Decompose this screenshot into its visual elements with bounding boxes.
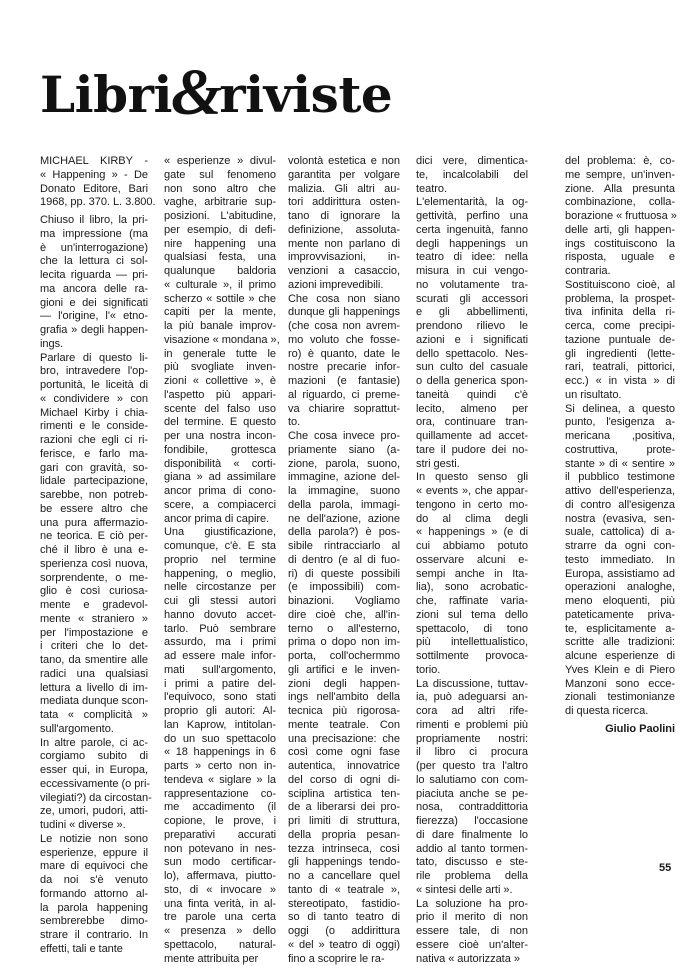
text-line: la più banale improv- (164, 320, 276, 334)
text-line: di questa ricerca. (565, 705, 675, 719)
text-line: gli happenings tendo- (288, 856, 400, 870)
text-line: parts » certo non in- (164, 760, 276, 774)
text-line: La discussione, tuttav- (416, 678, 528, 692)
text-line: Donato Editore, Bari (40, 183, 148, 197)
text-line: (che cosa non avrem- (288, 320, 400, 334)
text-line: tare il pudore dei no- (416, 444, 528, 458)
text-line: Europa, assistiamo ad (565, 568, 675, 582)
text-line: non sono altro che (164, 183, 276, 197)
text-column-1 (40, 155, 148, 957)
text-line: degli happenings un (416, 238, 528, 252)
text-line: borazione « fruttuosa » (565, 210, 675, 224)
text-line: Parlare di questo li- (40, 352, 148, 366)
text-line: qualunque baldoria (164, 265, 276, 279)
text-line: spettacolo, natural- (164, 939, 276, 953)
text-line: un risultato. (565, 389, 675, 403)
text-line: i criteri che lo det- (40, 640, 148, 654)
text-line: capiti per la mente, (164, 306, 276, 320)
text-line: ancor prima di capire. (164, 513, 276, 527)
text-line: Sostituiscono cioè, al (565, 279, 675, 293)
text-line: dici vere, dimentica- (416, 155, 528, 169)
text-line: sorprendente, o me- (40, 572, 148, 586)
text-line: « presenza » dello (164, 925, 276, 939)
masthead-word-libri: Libri (40, 70, 172, 120)
text-line: tezza intrinseca, così (288, 843, 400, 857)
text-line: ings nell'ambito della (288, 691, 400, 705)
text-line: il pubblico testimone (565, 471, 675, 485)
text-line: to. (288, 416, 400, 430)
text-line: azioni e i significati (416, 334, 528, 348)
text-line: stante » di « sentire » (565, 458, 675, 472)
text-line: al riguardo, ci preme- (288, 389, 400, 403)
text-line: scritte alle tradizioni: (565, 636, 675, 650)
text-line: disponibilità « corti- (164, 458, 276, 472)
text-line: piaciuta anche se pe- (416, 788, 528, 802)
text-line: sembrerebbe dimo- (40, 915, 148, 929)
text-line: risposta, uguale e (565, 251, 675, 265)
text-line: da noi s'è venuto (40, 874, 148, 888)
text-line: rimenti e le conside- (40, 420, 148, 434)
text-line: prio il merito di non (416, 911, 528, 925)
text-line: una pura affermazio- (40, 517, 148, 531)
text-line: ancor prima di cono- (164, 485, 276, 499)
text-line: « del » teatro di oggi) (288, 939, 400, 953)
text-line: Manzoni sono ecce- (565, 678, 675, 692)
text-line: dire cioè che, all'in- (288, 609, 400, 623)
text-line: autentica, innovatrice (288, 760, 400, 774)
text-line: sun culto del casuale (416, 361, 528, 375)
text-line: mente e gradevol- (40, 599, 148, 613)
text-line: combinazione, colla- (565, 196, 675, 210)
text-line: mente « straniero » (40, 613, 148, 627)
text-line: spettacolo, di tono (416, 623, 528, 637)
text-line: — l'origine, l'« etno- (40, 310, 148, 324)
text-line: definizione, assoluta- (288, 224, 400, 238)
text-line: tata « complicità » (40, 709, 148, 723)
text-line: ora, continuare tran- (416, 416, 528, 430)
text-line: ecc.) « in vista » di (565, 375, 675, 389)
text-line: improvvisazioni, in- (288, 251, 400, 265)
text-line: suale, cattolica) di a- (565, 526, 675, 540)
text-line: gate sul fenomeno (164, 169, 276, 183)
text-line: zionali testimonianze (565, 691, 675, 705)
text-line: cora ad altri rife- (416, 705, 528, 719)
text-line: scurati gli accessori (416, 293, 528, 307)
text-line: pateticamente priva- (565, 609, 675, 623)
text-line: proprio nel termine (164, 554, 276, 568)
text-line: rimenti e problemi più (416, 719, 528, 733)
text-line: grafia » degli happen- (40, 324, 148, 338)
text-line: quillamente ad accet- (416, 430, 528, 444)
text-line: immagine, azione del- (288, 471, 400, 485)
text-line: gari con gravità, so- (40, 462, 148, 476)
text-line: comunque, c'è. E sta (164, 540, 276, 554)
text-line: nire happening una (164, 238, 276, 252)
text-line: tarlo. Può sembrare (164, 623, 276, 637)
text-line: visazione « mondana », (164, 334, 276, 348)
text-line: attivo dell'esperienza, (565, 485, 675, 499)
text-line: sperienza così nuova, (40, 558, 148, 572)
text-line: zioni « collettive », è (164, 375, 276, 389)
text-line: sto, di « invocare » (164, 884, 276, 898)
text-line: per una nostra incon- (164, 430, 276, 444)
text-line: esperienze, eppure il (40, 847, 148, 861)
text-line: malizia. Gli altri au- (288, 183, 400, 197)
text-line: lo), affermava, piutto- (164, 870, 276, 884)
text-line: tato, discusso e ste- (416, 856, 528, 870)
text-line: tano di ignorare la (288, 210, 400, 224)
text-line: cui gli stessi autori (164, 595, 276, 609)
text-line: più svogliate inven- (164, 361, 276, 375)
text-line: scere, a compiacerci (164, 499, 276, 513)
text-line: tiva infinita della ri- (565, 306, 675, 320)
text-line: la parola happening (40, 902, 148, 916)
text-line: be essere altro che (40, 503, 148, 517)
text-line: « sintesi delle arti ». (416, 884, 528, 898)
text-line: in generale tutte le (164, 348, 276, 362)
text-line: strarre da ogni con- (565, 540, 675, 554)
text-line: prendono rilievo le (416, 320, 528, 334)
text-line: essere cioè un'alter- (416, 939, 528, 953)
text-line: essere tale, di non (416, 925, 528, 939)
text-line: terno o all'esterno, (288, 623, 400, 637)
text-line: sciplina artistica ten- (288, 788, 400, 802)
text-line: tudini « diverse ». (40, 819, 148, 833)
text-line: ad essere male infor- (164, 650, 276, 664)
text-line: e gli abbellimenti, (416, 306, 528, 320)
text-line: ia, può adeguarsi an- (416, 691, 528, 705)
text-line: « 18 happenings in 6 (164, 746, 276, 760)
text-line: della parola, immagi- (288, 499, 400, 513)
text-line: fino a scoprire le ra- (288, 953, 400, 966)
text-line: razioni che egli ci ri- (40, 434, 148, 448)
text-line: In questo senso gli (416, 471, 528, 485)
text-line: zioni sul tema dello (416, 609, 528, 623)
text-line: mediata dunque scon- (40, 695, 148, 709)
text-line: delle arti, gli happen- (565, 224, 675, 238)
text-line: ma impressione (ma (40, 228, 148, 242)
text-line: lettura a livello di im- (40, 682, 148, 696)
text-column-2 (164, 155, 276, 966)
text-line: so di tanto teatro di (288, 911, 400, 925)
text-line: tazione puntuale de- (565, 334, 675, 348)
text-line: oggi (o addirittura (288, 925, 400, 939)
text-line: te, esplicitamente a- (565, 623, 675, 637)
text-line: di dare finalmente lo (416, 829, 528, 843)
text-line: « Happening » - De (40, 169, 148, 183)
text-line: punto, l'esigenza a- (565, 416, 675, 430)
text-line: nostra (evasiva, sen- (565, 513, 675, 527)
page-number: 55 (659, 862, 671, 874)
text-line: « events », che appar- (416, 485, 528, 499)
text-line: strare il contrario. In (40, 929, 148, 943)
text-line: mente attribuita per (164, 953, 276, 966)
text-line: va chiarire soprattut- (288, 403, 400, 417)
text-line: mente non parlano di (288, 238, 400, 252)
text-line: « esperienze » divul- (164, 155, 276, 169)
text-line: testo immediato. In (565, 554, 675, 568)
text-line: porta, coll'ochermmo (288, 650, 400, 664)
text-line: di contro all'esigenza (565, 499, 675, 513)
text-line: del termine. E questo (164, 416, 276, 430)
text-line: scente del falso uso (164, 403, 276, 417)
text-line: MICHAEL KIRBY - (40, 155, 148, 169)
text-line: nosa, contraddittoria (416, 801, 528, 815)
text-line: tanto di « teatrale », (288, 884, 400, 898)
text-line: rile problema della (416, 870, 528, 884)
text-line: Le notizie non sono (40, 833, 148, 847)
text-line: cerca, come precipi- (565, 320, 675, 334)
text-line: effetti, tali e tante (40, 943, 148, 957)
text-line: « culturale », il primo (164, 279, 276, 293)
masthead-word-riviste: riviste (219, 70, 392, 120)
text-line: azioni imprevedibili. (288, 279, 400, 293)
text-line: « happenings » (e di (416, 526, 528, 540)
text-line: una finta verità, in al- (164, 898, 276, 912)
text-line: contraria. (565, 265, 675, 279)
text-line: Che cosa non siano (288, 293, 400, 307)
text-line: sottilmente provoca- (416, 650, 528, 664)
text-line: me sempre, un'inven- (565, 169, 675, 183)
text-line: gli artifici e le inven- (288, 664, 400, 678)
text-line: mazioni (e fantasie) (288, 375, 400, 389)
text-line: fondibile, grottesca (164, 444, 276, 458)
text-line: assurdo, ma i primi (164, 636, 276, 650)
text-line: gettività, perfino una (416, 210, 528, 224)
text-line: certa ingenuità, fanno (416, 224, 528, 238)
text-line: La soluzione ha pro- (416, 898, 528, 912)
text-line: meno eloquenti, più (565, 595, 675, 609)
text-line: della propria pesan- (288, 829, 400, 843)
text-line: zione. Alla presunta (565, 183, 675, 197)
text-line: gioni e dei significati (40, 297, 148, 311)
text-line: nelle circostanze per (164, 581, 276, 595)
text-column-4 (416, 155, 528, 966)
text-line: Si delinea, a questo (565, 403, 675, 417)
text-line: mati sull'argomento, (164, 664, 276, 678)
text-line: happening, o meglio, (164, 568, 276, 582)
text-line: fierezza) l'occasione (416, 815, 528, 829)
text-line: lidale partecipazione, (40, 475, 148, 489)
text-line: teatro. (416, 183, 528, 197)
text-line: di dentro (e al di fuo- (288, 554, 400, 568)
text-line: ne teorica. E ciò per- (40, 530, 148, 544)
text-line: taneità quindi c'è (416, 389, 528, 403)
text-line: Che cosa invece pro- (288, 430, 400, 444)
text-line: una precisazione: che (288, 733, 400, 747)
text-line: qualsiasi festa, una (164, 251, 276, 265)
text-line: dello spettacolo. Nes- (416, 348, 528, 362)
text-line: stri gesti. (416, 458, 528, 472)
text-line: sibile rintracciarlo al (288, 540, 400, 554)
text-line: Chiuso il libro, la pri- (40, 214, 148, 228)
text-line: vilegiati?) da circostan- (40, 792, 148, 806)
text-line: l'aspetto più appari- (164, 389, 276, 403)
author-signature: Giulio Paolini (565, 723, 675, 737)
text-line: propriamente nostri: (416, 733, 528, 747)
text-line: L'elementarità, la og- (416, 196, 528, 210)
text-line: lecito, almeno per (416, 403, 528, 417)
text-line: ma ancora delle ra- (40, 283, 148, 297)
text-line: me accadimento (il (164, 801, 276, 815)
text-line: non potevano in nes- (164, 843, 276, 857)
text-line: ings costituiscono la (565, 238, 675, 252)
text-line: prima o dopo non im- (288, 636, 400, 650)
text-line: lecita riguarda — pri- (40, 269, 148, 283)
text-line: alcune esperienze di (565, 650, 675, 664)
text-line: sarebbe, non potreb- (40, 489, 148, 503)
text-line: rari, teatrali, pittorici, (565, 361, 675, 375)
text-line: 1968, pp. 370. L. 3.800. (40, 196, 148, 210)
text-line: Michael Kirby i chia- (40, 407, 148, 421)
text-line: del corso di ogni di- (288, 774, 400, 788)
text-line: ro) è quanto, date le (288, 348, 400, 362)
text-line: radici una qualsiasi (40, 668, 148, 682)
text-line: cui abbiamo potuto (416, 540, 528, 554)
text-column-3 (288, 155, 400, 966)
text-line: tori addirittura osten- (288, 196, 400, 210)
text-column-5 (565, 155, 675, 737)
text-line: preparativi accurati (164, 829, 276, 843)
text-line: Yves Klein e di Piero (565, 664, 675, 678)
text-line: i primi a patire del- (164, 678, 276, 692)
text-line: volontà estetica e non (288, 155, 400, 169)
text-line: rappresentazione co- (164, 788, 276, 802)
text-line: priamente siano (a- (288, 444, 400, 458)
text-line: osservare alcuni e- (416, 554, 528, 568)
text-line: de a liberarsi dei pro- (288, 801, 400, 815)
text-line: teatro di idee: nella (416, 251, 528, 265)
text-line: In altre parole, ci ac- (40, 737, 148, 751)
text-line: corgiamo subito di (40, 750, 148, 764)
text-line: giana » ad assimilare (164, 471, 276, 485)
text-line: ings. (40, 338, 148, 352)
text-line: ne dell'azione, azione (288, 513, 400, 527)
text-line: della parola?) è pos- (288, 526, 400, 540)
text-line: del problema: è, co- (565, 155, 675, 169)
text-line: problema, la prospet- (565, 293, 675, 307)
text-line: costruttiva, prote- (565, 444, 675, 458)
text-line: venzioni a casaccio, (288, 265, 400, 279)
text-line: ferisce, e farlo ma- (40, 448, 148, 462)
text-line: tecnica più rigorosa- (288, 705, 400, 719)
text-line: « condividere » con (40, 393, 148, 407)
text-line: stereotipato, fastidio- (288, 898, 400, 912)
text-line: garantita per volgare (288, 169, 400, 183)
text-line: portunità, le liceità di (40, 379, 148, 393)
text-line: scherzo « sottile » che (164, 293, 276, 307)
text-line: nativa « autorizzata » (416, 953, 528, 966)
text-line: binazioni. Vogliamo (288, 595, 400, 609)
text-line: che, raffinate varia- (416, 595, 528, 609)
text-line: la immagine, suono (288, 485, 400, 499)
text-line: eccessivamente (o pri- (40, 778, 148, 792)
text-line: te, incalcolabili del (416, 169, 528, 183)
text-line: formando attorno al- (40, 888, 148, 902)
text-line: ri) di queste possibili (288, 568, 400, 582)
text-line: ché il libro è una e- (40, 544, 148, 558)
text-line: mare di equivoci che (40, 860, 148, 874)
text-line: do un suo spettacolo (164, 733, 276, 747)
text-line: operazioni analoghe, (565, 581, 675, 595)
text-line: più intellettualistico, (416, 636, 528, 650)
text-line: vaghe, arbitrarie sup- (164, 196, 276, 210)
text-line: addio al tanto tormen- (416, 843, 528, 857)
text-line: lo salutiamo con com- (416, 774, 528, 788)
text-line: o della generica spon- (416, 375, 528, 389)
text-line: no volutamente tra- (416, 279, 528, 293)
text-line: copione, le prove, i (164, 815, 276, 829)
text-line: nostre precarie infor- (288, 361, 400, 375)
text-line: misura in cui vengo- (416, 265, 528, 279)
text-line: hanno dovuto accet- (164, 609, 276, 623)
text-line: sun modo certificar- (164, 856, 276, 870)
text-line: è un'interrogazione) (40, 242, 148, 256)
text-line: (e impossibili) com- (288, 581, 400, 595)
masthead-ampersand: & (171, 66, 222, 120)
text-line: tano, da smentire alle (40, 654, 148, 668)
text-line: per l'impostazione e (40, 627, 148, 641)
text-line: torio. (416, 664, 528, 678)
text-line: gli ingredienti (lette- (565, 348, 675, 362)
text-line: sull'argomento. (40, 723, 148, 737)
text-line: lia), sono acrobatic- (416, 581, 528, 595)
text-line: esser qui, in Europa, (40, 764, 148, 778)
text-line: no a cancellare quel (288, 870, 400, 884)
text-line: posizioni. L'abitudine, (164, 210, 276, 224)
text-line: tre parole una certa (164, 911, 276, 925)
text-line: sempi anche in Ita- (416, 568, 528, 582)
section-masthead (40, 66, 392, 120)
text-line: mericana ,positiva, (565, 430, 675, 444)
text-line: l'equivoco, sono stati (164, 691, 276, 705)
text-line: glio è così curiosa- (40, 585, 148, 599)
text-line: zioni degli happen- (288, 678, 400, 692)
text-line: proprio gli autori: Al- (164, 705, 276, 719)
text-line: dunque gli happenings (288, 306, 400, 320)
text-line: mo voluto che fosse- (288, 334, 400, 348)
text-line: do al clima degli (416, 513, 528, 527)
text-line: per esempio, di defi- (164, 224, 276, 238)
text-line: Una giustificazione, (164, 526, 276, 540)
text-line: bro, intravedere l'op- (40, 365, 148, 379)
text-line: pri limiti di struttura, (288, 815, 400, 829)
text-line: ze, umori, pudori, atti- (40, 805, 148, 819)
text-line: il libro ci procura (416, 746, 528, 760)
text-line: che la lettura ci sol- (40, 255, 148, 269)
text-line: mente teatrale. Con (288, 719, 400, 733)
text-line: tengono in certo mo- (416, 499, 528, 513)
text-line: così come ogni fase (288, 746, 400, 760)
text-line: tendeva « siglare » la (164, 774, 276, 788)
text-line: zione, parola, suono, (288, 458, 400, 472)
text-line: lan Kaprow, intitolan- (164, 719, 276, 733)
text-line: (per questo tra l'altro (416, 760, 528, 774)
